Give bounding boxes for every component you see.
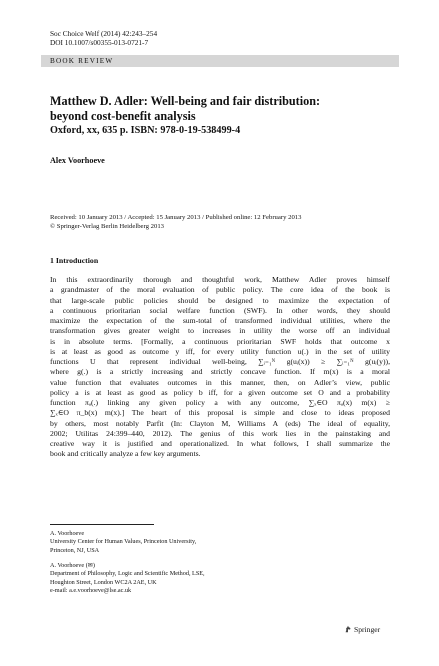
paragraph-line: policy a is at least as good as policy b iff, for a given outcome set O and a probability [50,387,390,397]
affiliation-block [50,562,350,596]
article-title [50,94,380,123]
paragraph-line: 2002; Utilitas 24:399–440, 2012). The genius of this work lies in the painstaking and [50,428,390,438]
publisher-mark [344,625,380,635]
doi-line: DOI 10.1007/s00355-013-0721-7 [50,38,149,47]
paragraph-line: a grandmaster of the moral evaluation of public policy. The core idea of the book is [50,285,390,295]
journal-citation: Soc Choice Welf (2014) 42:243–254 [50,29,158,38]
affiliation-line: Houghton Street, London WC2A 2AE, UK [50,578,157,586]
introduction-paragraph [50,275,390,460]
paragraph-line: functions U that represent individual well-being, ∑ᵢ₌₁ᴺ g(uᵢ(x)) ≥ ∑ᵢ₌₁ᴺ g(uᵢ(y)), [50,357,390,366]
email-link[interactable]: e-mail: a.e.voorhoeve@lse.ac.uk [50,587,132,595]
publisher-name: Springer [354,625,381,634]
paragraph-line: function πₐ(.) linking any given policy a with any outcome, ∑ₓ∈O πₐ(x) m(x) ≥ [50,398,390,407]
paragraph-line: a continuous prioritarian social welfare function (SWF). In other words, they should [50,305,390,315]
section-heading: 1 Introduction [50,256,99,265]
paragraph-line: maximize the expectation of the sum-total of transformed individual utilities, where the [50,316,390,325]
affiliation-line: Department of Philosophy, Logic and Scientific Method, LSE, [50,570,205,578]
paragraph-line: where g(.) is a strictly increasing and strictly concave function. If m(x) is a moral [50,367,390,377]
paragraph-line: that large-scale public policies should be designed to maximize the expectation of [50,295,390,305]
publication-dates [50,214,390,231]
affiliation-name: A. Voorhoeve [50,530,85,537]
affiliation-name: A. Voorhoeve (✉) [50,562,95,569]
paragraph-line: is at least as good as outcome y iff, for every utility function u(.) in the set of utility [50,346,390,356]
affiliation-line: University Center for Human Values, Princeton University, [50,538,197,546]
springer-horse-icon [344,625,352,633]
paragraph-line: by others, most notably Parfit (In: Clayton M, Williams A (eds) The ideal of equality, [50,418,390,428]
paragraph-line: book and critically analyze a few key arguments. [50,449,201,459]
journal-header [50,29,157,47]
author-name: Alex Voorhoeve [50,156,105,165]
paragraph-line: is in absolute terms. [Formally, a continuous prioritarian SWF holds that outcome x [50,336,390,346]
paragraph-line: creative way it is justified and operationalized. In what follows, I shall summarize the [50,439,390,448]
affiliation-block [50,530,350,555]
category-label: BOOK REVIEW [50,57,114,65]
paragraph-line: transformation gives greater weight to increases in utility the worse off an individual [50,326,390,336]
bibliographic-info: Oxford, xx, 635 p. ISBN: 978-0-19-538499-4 [50,125,241,136]
dates-line: Received: 10 January 2013 / Accepted: 15 January 2013 / Published online: 12 February 2013 [50,214,302,221]
paragraph-line: ∑ₓ∈O π_b(x) m(x).] The heart of this proposal is simple and close to ideas proposed [50,408,390,418]
title-line-1: Matthew D. Adler: Well-being and fair distribution: [50,94,321,108]
copyright-line: © Springer-Verlag Berlin Heidelberg 2013 [50,222,165,230]
paragraph-line: In this extraordinarily thorough and thoughtful work, Matthew Adler proves himself [50,275,390,284]
affiliation-line: Princeton, NJ, USA [50,546,100,554]
footnote-divider [50,524,154,525]
title-line-2: beyond cost-benefit analysis [50,108,196,123]
paragraph-line: value function that evaluates outcomes in this manner, then, on Adler’s view, public [50,377,390,387]
